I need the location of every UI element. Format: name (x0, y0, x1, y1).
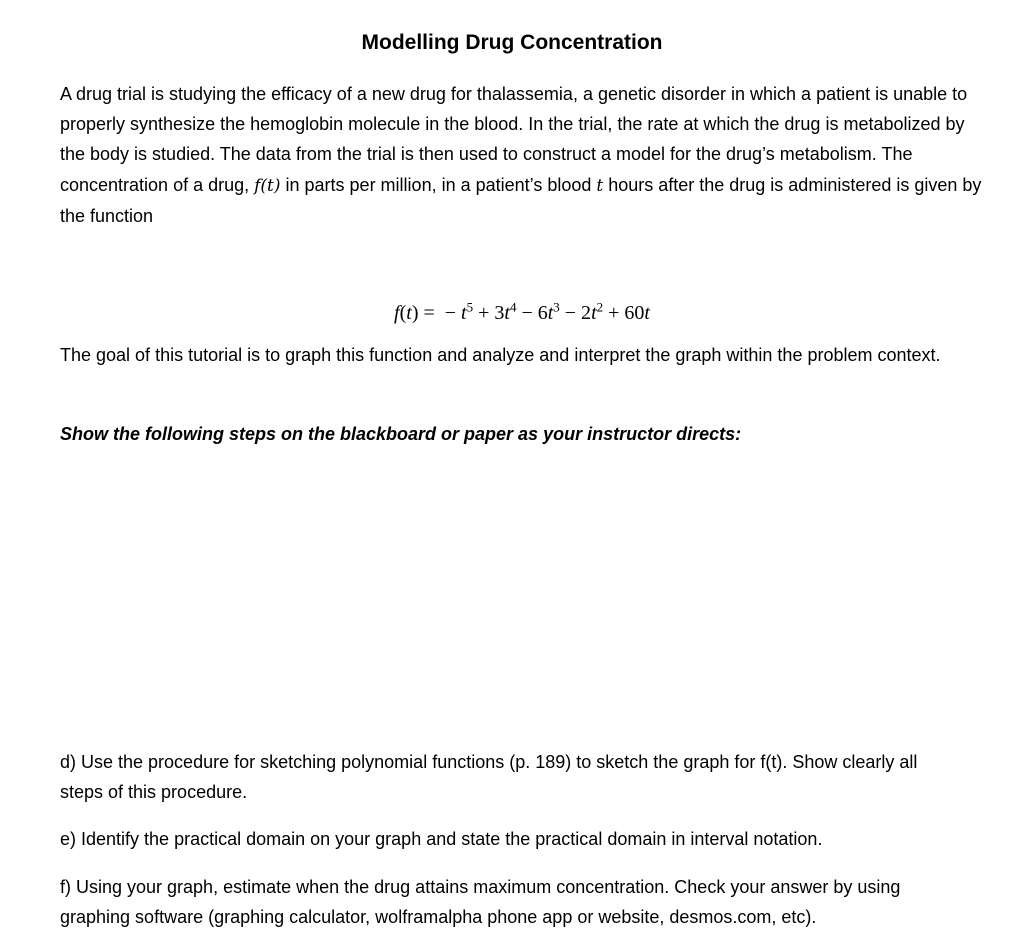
intro-text-after: hours after the drug is administered is given by the function (60, 174, 982, 226)
document-title: Modelling Drug Concentration (361, 31, 663, 54)
intro-function-symbol: f(t) (254, 175, 281, 196)
intro-variable-symbol: t (596, 175, 604, 196)
intro-paragraph (60, 79, 990, 231)
goal-paragraph: The goal of this tutorial is to graph this function and analyze and interpret the graph within the problem context. (60, 345, 941, 365)
step-d: d) Use the procedure for sketching polynomial functions (p. 189) to sketch the graph for f(t). Show clearly all steps of this procedure. (60, 752, 918, 803)
step-e: e) Identify the practical domain on your graph and state the practical domain in interval notation. (60, 829, 823, 849)
intro-text-before: A drug trial is studying the efficacy of a new drug for thalassemia, a genetic disorder in which a patient is unable to properly synthesize the hemoglobin molecule in the blood. In the trial, the rate at which the drug is metabolized by the body is studied. The data from the trial is then used to construct a model for the drug’s metabolism. The concentration of a drug, (60, 84, 968, 195)
formula-expression: f(t) = − $t^5 + 3t^4 - 6t^3 - 2t^2 + 60t$ (394, 299, 650, 324)
intro-text-middle: in parts per million, in a patient’s blood (280, 174, 597, 195)
step-f: f) Using your graph, estimate when the drug attains maximum concentration. Check your answer by using graphing software (graphing calculator, wolframalpha phone app or website, desmos.com, etc). (60, 877, 901, 928)
function-formula (0, 292, 1024, 328)
steps-heading: Show the following steps on the blackboard or paper as your instructor directs: (60, 424, 742, 444)
